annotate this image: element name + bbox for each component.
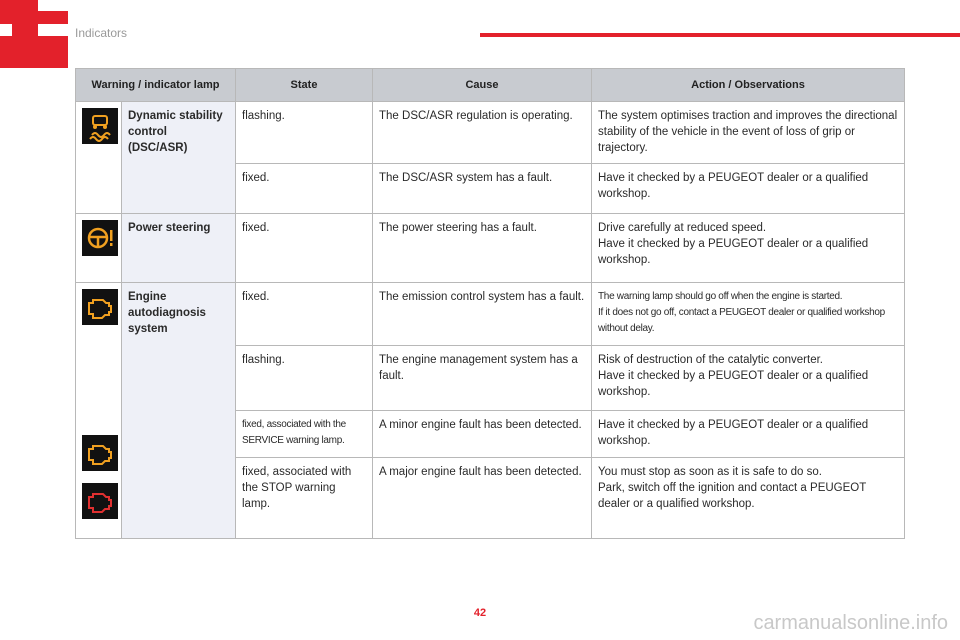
action-line: The warning lamp should go off when the engine is started.: [598, 291, 843, 302]
lamp-name: Power steering: [122, 214, 236, 283]
table-row: [76, 283, 905, 346]
page-number: 42: [473, 607, 487, 619]
action-cell: [592, 283, 905, 346]
table-row: [76, 102, 905, 164]
action-line: You must stop as soon as it is safe to do so.: [598, 466, 822, 478]
table-row: [76, 214, 905, 283]
action-cell: [592, 458, 905, 539]
engine-amber-icon: [82, 435, 118, 471]
action-cell: Have it checked by a PEUGEOT dealer or a qualified workshop.: [592, 164, 905, 214]
state-cell: fixed, associated with the STOP warning lamp.: [236, 458, 373, 539]
cause-cell: The emission control system has a fault.: [373, 283, 592, 346]
indicators-table: [75, 68, 905, 539]
state-cell: fixed.: [236, 214, 373, 283]
corner-notch: [0, 24, 12, 36]
cause-cell: A minor engine fault has been detected.: [373, 411, 592, 458]
lamp-icon-cell: [76, 102, 122, 214]
action-line: Park, switch off the ignition and contact a PEUGEOT dealer or a qualified workshop.: [598, 482, 867, 510]
action-line: Have it checked by a PEUGEOT dealer or a qualified workshop.: [598, 238, 869, 266]
power-steering-icon: [82, 220, 118, 256]
table-header-row: [76, 69, 905, 102]
cause-cell: The power steering has a fault.: [373, 214, 592, 283]
spacer: [82, 325, 115, 435]
action-line: If it does not go off, contact a PEUGEOT dealer or qualified workshop without delay.: [598, 307, 885, 334]
engine-red-icon: [82, 483, 118, 519]
state-cell: fixed, associated with the SERVICE warning lamp.: [236, 411, 373, 458]
action-cell: [592, 346, 905, 411]
corner-notch: [38, 0, 68, 11]
cause-cell: The DSC/ASR system has a fault.: [373, 164, 592, 214]
action-cell: [592, 214, 905, 283]
watermark: carmanualsonline.info: [753, 612, 948, 634]
engine-amber-icon: [82, 289, 118, 325]
action-line: Have it checked by a PEUGEOT dealer or a qualified workshop.: [598, 370, 869, 398]
header-rule: [480, 33, 960, 37]
lamp-name: Dynamic stability control (DSC/ASR): [122, 102, 236, 214]
action-line: Risk of destruction of the catalytic converter.: [598, 354, 823, 366]
column-header-lamp: Warning / indicator lamp: [76, 69, 236, 102]
column-header-state: State: [236, 69, 373, 102]
lamp-name: Engine autodiagnosis system: [122, 283, 236, 539]
cause-cell: The engine management system has a fault.: [373, 346, 592, 411]
corner-notch: [38, 24, 68, 36]
lamp-icon-cell: [76, 214, 122, 283]
lamp-icon-cell: [76, 283, 122, 539]
action-line: Drive carefully at reduced speed.: [598, 222, 767, 234]
state-cell: fixed.: [236, 283, 373, 346]
column-header-action: Action / Observations: [592, 69, 905, 102]
cause-cell: The DSC/ASR regulation is operating.: [373, 102, 592, 164]
state-cell: flashing.: [236, 346, 373, 411]
state-cell: fixed.: [236, 164, 373, 214]
action-cell: Have it checked by a PEUGEOT dealer or a qualified workshop.: [592, 411, 905, 458]
section-title: Indicators: [75, 26, 128, 40]
state-cell: flashing.: [236, 102, 373, 164]
column-header-cause: Cause: [373, 69, 592, 102]
dsc-skid-icon: [82, 108, 118, 144]
cause-cell: A major engine fault has been detected.: [373, 458, 592, 539]
action-cell: The system optimises traction and improves the directional stability of the vehicle in the event of loss of grip or trajectory.: [592, 102, 905, 164]
